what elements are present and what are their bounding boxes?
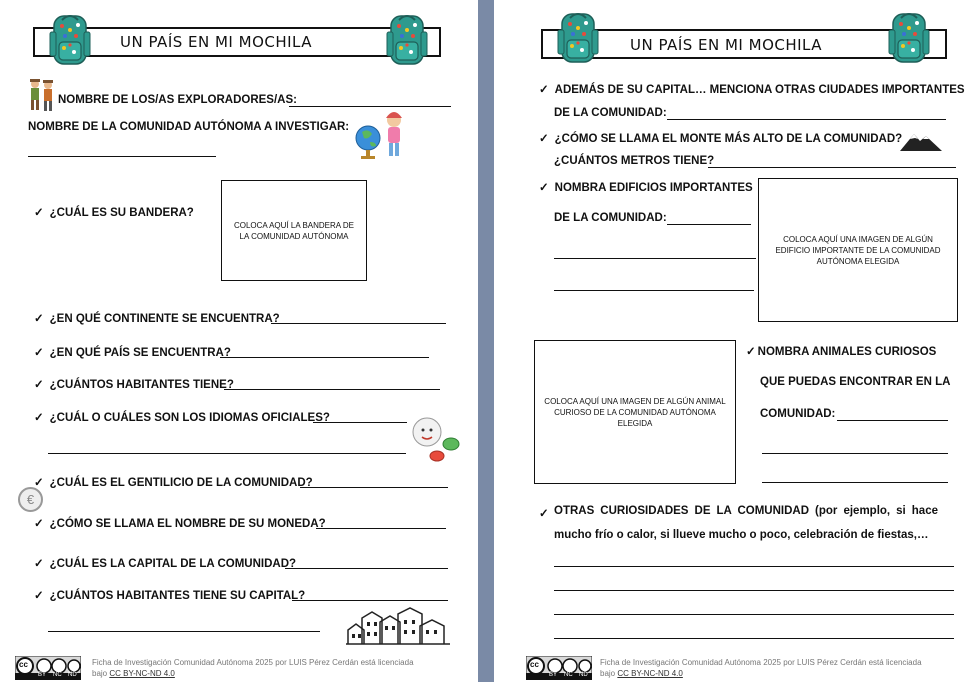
answer-line[interactable] bbox=[837, 420, 948, 421]
answer-line[interactable] bbox=[708, 167, 956, 168]
question-flag: ✓ ¿CUÁL ES SU BANDERA? bbox=[34, 207, 194, 219]
answer-line[interactable] bbox=[554, 566, 954, 567]
question-inhabitants: ✓ ¿CUÁNTOS HABITANTES TIENE? bbox=[34, 379, 234, 391]
city-skyline-icon bbox=[346, 606, 450, 646]
answer-line[interactable] bbox=[48, 631, 320, 632]
building-placeholder-box[interactable]: COLOCA AQUÍ UNA IMAGEN DE ALGÚN EDIFICIO IMPORTANTE DE LA COMUNIDAD AUTÓNOMA ELEGIDA bbox=[758, 178, 958, 322]
region-label: NOMBRE DE LA COMUNIDAD AUTÓNOMA A INVESTIGAR: bbox=[28, 121, 350, 133]
backpack-icon bbox=[556, 12, 600, 64]
page-title: UN PAÍS EN MI MOCHILA bbox=[630, 36, 823, 54]
worksheet-page-2 bbox=[494, 0, 972, 682]
question-demonym: ✓ ¿CUÁL ES EL GENTILICIO DE LA COMUNIDAD? bbox=[34, 477, 313, 489]
explorers-answer-line[interactable] bbox=[289, 106, 451, 107]
backpack-icon bbox=[385, 14, 429, 66]
worksheet-page-1 bbox=[0, 0, 478, 682]
region-answer-line[interactable] bbox=[28, 156, 216, 157]
backpack-icon bbox=[48, 14, 92, 66]
answer-line[interactable] bbox=[554, 290, 754, 291]
page-title: UN PAÍS EN MI MOCHILA bbox=[120, 33, 313, 51]
explorer-icon bbox=[26, 78, 58, 114]
answer-line[interactable] bbox=[762, 482, 948, 483]
answer-line[interactable] bbox=[554, 638, 954, 639]
question-other-cities-cont: DE LA COMUNIDAD: bbox=[554, 107, 667, 119]
question-currency: ✓ ¿CÓMO SE LLAMA EL NOMBRE DE SU MONEDA? bbox=[34, 518, 326, 530]
license-link[interactable]: CC BY-NC-ND 4.0 bbox=[617, 669, 683, 678]
speech-icon bbox=[409, 410, 461, 464]
question-animals-cont2: COMUNIDAD: bbox=[760, 408, 836, 420]
question-capital-inhabitants: ✓ ¿CUÁNTOS HABITANTES TIENE SU CAPITAL? bbox=[34, 590, 306, 602]
answer-line[interactable] bbox=[224, 389, 440, 390]
footer-license-text: Ficha de Investigación Comunidad Autónoma 2025 por LUIS Pérez Cerdán está licenciada bajo CC BY-NC-ND 4.0 bbox=[600, 658, 922, 678]
answer-line[interactable] bbox=[48, 453, 406, 454]
question-animals-cont: QUE PUEDAS ENCONTRAR EN LA bbox=[760, 376, 951, 388]
answer-line[interactable] bbox=[667, 224, 751, 225]
answer-line[interactable] bbox=[292, 600, 448, 601]
question-animals: ✓ NOMBRA ANIMALES CURIOSOS bbox=[746, 346, 937, 358]
question-highest-mountain: ✓ ¿CÓMO SE LLAMA EL MONTE MÁS ALTO DE LA COMUNIDAD? bbox=[539, 133, 903, 145]
answer-line[interactable] bbox=[667, 119, 946, 120]
globe-girl-icon bbox=[352, 108, 410, 160]
question-buildings-cont: DE LA COMUNIDAD: bbox=[554, 212, 667, 224]
question-mountain-height: ¿CUÁNTOS METROS TIENE? bbox=[554, 155, 715, 167]
explorers-label: NOMBRE DE LOS/AS EXPLORADORES/AS: bbox=[58, 94, 297, 106]
question-curiosities-check: ✓ bbox=[539, 508, 549, 520]
answer-line[interactable] bbox=[554, 614, 954, 615]
question-languages: ✓ ¿CUÁL O CUÁLES SON LOS IDIOMAS OFICIALES? bbox=[34, 412, 330, 424]
question-capital: ✓ ¿CUÁL ES LA CAPITAL DE LA COMUNIDAD? bbox=[34, 558, 297, 570]
answer-line[interactable] bbox=[300, 487, 448, 488]
answer-line[interactable] bbox=[554, 590, 954, 591]
question-other-cities: ✓ ADEMÁS DE SU CAPITAL… MENCIONA OTRAS CIUDADES IMPORTANTES bbox=[539, 84, 965, 96]
backpack-icon bbox=[887, 12, 931, 64]
answer-line[interactable] bbox=[316, 528, 446, 529]
mountain-icon bbox=[898, 130, 944, 152]
cc-license-icon[interactable]: cc BY NC ND bbox=[526, 656, 592, 680]
license-link[interactable]: CC BY-NC-ND 4.0 bbox=[109, 669, 175, 678]
euro-coin-icon: € bbox=[18, 487, 43, 512]
question-curiosities: OTRAS CURIOSIDADES DE LA COMUNIDAD (por ejemplo, si hace mucho frío o calor, si llueve mucho o poco, celebración de fiestas,… bbox=[554, 505, 938, 541]
cc-license-icon[interactable]: cc BY NC ND bbox=[15, 656, 81, 680]
footer-license-text: Ficha de Investigación Comunidad Autónoma 2025 por LUIS Pérez Cerdán está licenciada bajo CC BY-NC-ND 4.0 bbox=[92, 658, 414, 678]
question-buildings: ✓ NOMBRA EDIFICIOS IMPORTANTES bbox=[539, 182, 753, 194]
animal-placeholder-box[interactable]: COLOCA AQUÍ UNA IMAGEN DE ALGÚN ANIMAL CURIOSO DE LA COMUNIDAD AUTÓNOMA ELEGIDA bbox=[534, 340, 736, 484]
answer-line[interactable] bbox=[220, 357, 429, 358]
answer-line[interactable] bbox=[285, 568, 448, 569]
answer-line[interactable] bbox=[762, 453, 948, 454]
answer-line[interactable] bbox=[313, 422, 407, 423]
question-continent: ✓ ¿EN QUÉ CONTINENTE SE ENCUENTRA? bbox=[34, 313, 280, 325]
question-country: ✓ ¿EN QUÉ PAÍS SE ENCUENTRA? bbox=[34, 347, 231, 359]
flag-placeholder-box[interactable]: COLOCA AQUÍ LA BANDERA DE LA COMUNIDAD AUTÓNOMA bbox=[221, 180, 367, 281]
answer-line[interactable] bbox=[271, 323, 446, 324]
answer-line[interactable] bbox=[554, 258, 756, 259]
